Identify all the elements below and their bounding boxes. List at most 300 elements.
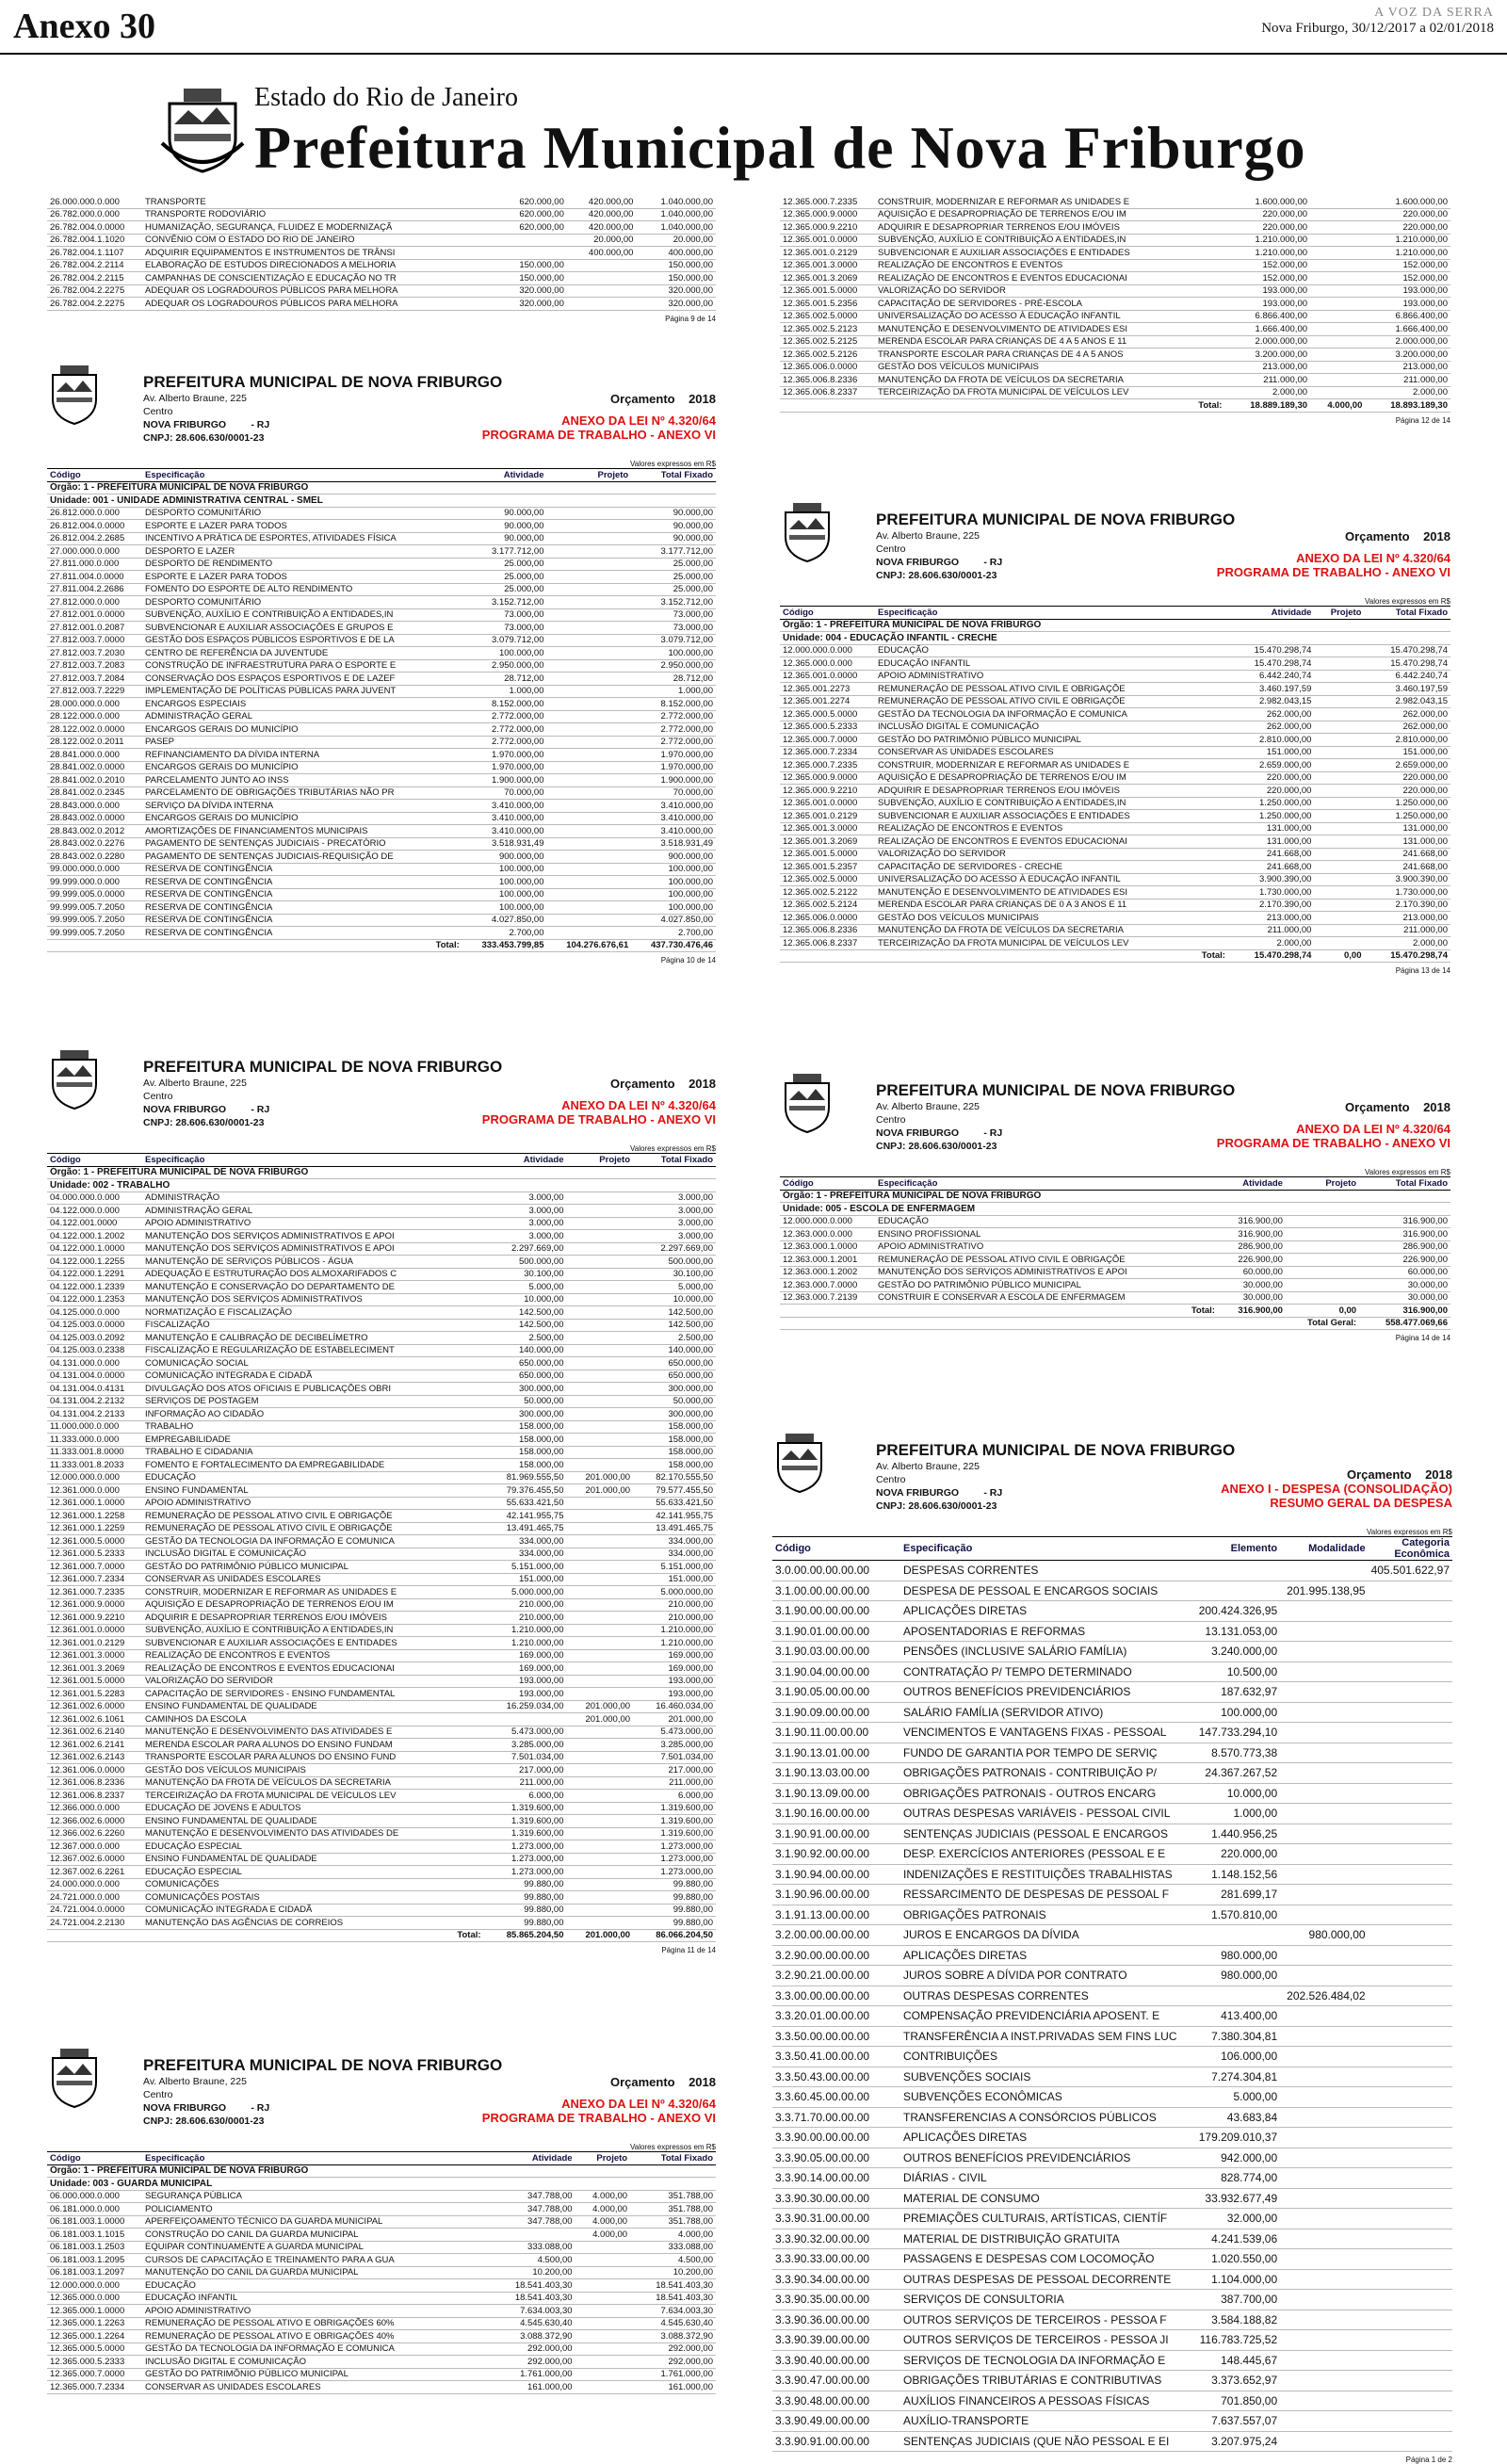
row-code: 26.782.004.2.2275 bbox=[47, 284, 142, 298]
row-value: 2.982.043,15 bbox=[1364, 695, 1450, 708]
row-value: 7.501.034,00 bbox=[484, 1751, 567, 1764]
table-row bbox=[47, 1739, 716, 1752]
row-value bbox=[1310, 272, 1365, 285]
table-row bbox=[47, 1866, 716, 1879]
row-value: 2.772.000,00 bbox=[462, 736, 547, 749]
row-spec: MANUTENÇÃO E CONSERVAÇÃO DO DEPARTAMENTO DE bbox=[142, 1281, 484, 1294]
row-value: 3.207.975,24 bbox=[1192, 2431, 1280, 2452]
row-value: 262.000,00 bbox=[1228, 721, 1314, 734]
table-row bbox=[47, 1840, 716, 1854]
table-row bbox=[47, 774, 716, 787]
row-value bbox=[567, 1217, 634, 1230]
row-value: 3.000,00 bbox=[633, 1230, 716, 1243]
row-code: 12.365.006.8.2336 bbox=[780, 374, 875, 387]
row-value bbox=[1369, 1844, 1452, 1865]
row-spec: COMUNICAÇÃO INTEGRADA E CIDADÃ bbox=[142, 1904, 484, 1917]
row-code: 12.365.002.5.0000 bbox=[780, 873, 875, 886]
row-code: 3.1.90.91.00.00.00 bbox=[772, 1824, 900, 1844]
table-row bbox=[780, 284, 1450, 298]
row-value: 147.733.294,10 bbox=[1192, 1723, 1280, 1743]
row-spec: TRANSPORTE bbox=[142, 196, 497, 208]
row-value: 148.445,67 bbox=[1192, 2350, 1280, 2371]
row-spec: TERCEIRIZAÇÃO DA FROTA MUNICIPAL DE VEÍCULOS LEV bbox=[142, 1790, 484, 1803]
row-value bbox=[567, 1408, 634, 1421]
city: NOVA FRIBURGO - RJ bbox=[143, 419, 270, 430]
row-value bbox=[1280, 2350, 1368, 2371]
table-row bbox=[47, 1662, 716, 1676]
row-code: 99.999.005.7.2050 bbox=[47, 927, 142, 940]
valores-note: Valores expressos em R$ bbox=[1365, 1168, 1450, 1176]
row-value bbox=[575, 2356, 631, 2369]
table-row bbox=[780, 708, 1450, 721]
row-value bbox=[575, 2368, 631, 2381]
row-value: 1.730.000,00 bbox=[1228, 886, 1314, 900]
row-value: 193.000,00 bbox=[633, 1675, 716, 1688]
row-value bbox=[567, 298, 637, 311]
row-value: 2.000,00 bbox=[1364, 937, 1450, 950]
row-value bbox=[1369, 2330, 1452, 2351]
table-row bbox=[47, 851, 716, 864]
row-value: 1.273.000,00 bbox=[633, 1853, 716, 1866]
row-value: 116.783.725,52 bbox=[1192, 2330, 1280, 2351]
row-value bbox=[1310, 196, 1365, 208]
row-value bbox=[1369, 2148, 1452, 2168]
row-value: 193.000,00 bbox=[633, 1688, 716, 1701]
row-value: 286.900,00 bbox=[1218, 1240, 1286, 1254]
table-row bbox=[772, 2026, 1452, 2047]
row-value: 211.000,00 bbox=[1228, 924, 1314, 937]
header-total: Total Fixado bbox=[633, 1154, 716, 1167]
row-code: 12.000.000.0.000 bbox=[780, 644, 875, 657]
row-code: 3.3.90.30.00.00.00 bbox=[772, 2188, 900, 2209]
row-code: 12.365.002.5.2124 bbox=[780, 899, 875, 912]
crest-icon bbox=[780, 503, 835, 563]
row-spec: DESPORTO COMUNITÁRIO bbox=[142, 596, 462, 609]
row-value: 347.788,00 bbox=[490, 2190, 575, 2203]
row-value: 3.410.000,00 bbox=[631, 812, 716, 825]
row-value: 3.177.712,00 bbox=[462, 545, 547, 559]
table-row bbox=[780, 386, 1450, 399]
row-value: 316.900,00 bbox=[1359, 1228, 1450, 1241]
row-value bbox=[575, 2292, 631, 2305]
program-table bbox=[47, 468, 716, 952]
row-value bbox=[1369, 2087, 1452, 2108]
row-value: 100.000,00 bbox=[462, 647, 547, 660]
row-code: 04.125.003.0.2092 bbox=[47, 1332, 142, 1345]
row-value: 60.000,00 bbox=[1218, 1266, 1286, 1279]
row-value: 286.900,00 bbox=[1359, 1240, 1450, 1254]
header-especificacao: Especificação bbox=[142, 2152, 490, 2165]
anexo-number: Anexo 30 bbox=[13, 7, 155, 46]
row-value: 30.100,00 bbox=[633, 1268, 716, 1281]
row-spec: EDUCAÇÃO bbox=[142, 2279, 490, 2293]
row-value: 25.000,00 bbox=[631, 571, 716, 584]
row-value bbox=[1314, 670, 1364, 683]
row-value bbox=[547, 558, 632, 571]
row-code: 12.365.002.5.2125 bbox=[780, 335, 875, 349]
row-value bbox=[567, 1815, 634, 1828]
table-row bbox=[47, 1497, 716, 1510]
row-code: 26.782.004.2.2114 bbox=[47, 259, 142, 272]
table-row bbox=[47, 2254, 716, 2267]
row-spec: COMUNICAÇÕES bbox=[142, 1878, 484, 1891]
row-value: 151.000,00 bbox=[633, 1573, 716, 1586]
table-row bbox=[772, 1743, 1452, 1763]
table-row bbox=[47, 221, 716, 235]
row-spec: REALIZAÇÃO DE ENCONTROS E EVENTOS EDUCACIONAI bbox=[142, 1662, 484, 1676]
total-geral-label: Total Geral: bbox=[1286, 1317, 1359, 1330]
table-row bbox=[47, 888, 716, 901]
row-value: 3.088.372,90 bbox=[490, 2330, 575, 2343]
row-value bbox=[567, 1256, 634, 1269]
row-code: 27.812.003.7.2084 bbox=[47, 673, 142, 686]
row-value: 3.900.390,00 bbox=[1228, 873, 1314, 886]
row-spec: REMUNERAÇÃO DE PESSOAL ATIVO CIVIL E OBRIGAÇÕE bbox=[875, 695, 1228, 708]
table-row bbox=[47, 284, 716, 298]
top-right-block bbox=[780, 196, 1450, 425]
address: Av. Alberto Braune, 225 bbox=[143, 393, 247, 404]
row-value bbox=[567, 1776, 634, 1790]
table-row bbox=[47, 1675, 716, 1688]
row-value bbox=[1314, 695, 1364, 708]
table-row bbox=[47, 1268, 716, 1281]
table-row bbox=[772, 1804, 1452, 1824]
table-row bbox=[47, 1395, 716, 1408]
row-value: 10.500,00 bbox=[1192, 1662, 1280, 1682]
row-code: 12.363.000.0.000 bbox=[780, 1228, 875, 1241]
row-code: 12.365.001.3.0000 bbox=[780, 259, 875, 272]
header-codigo: Código bbox=[47, 469, 142, 482]
row-spec: OUTROS SERVIÇOS DE TERCEIROS - PESSOA F bbox=[900, 2310, 1192, 2330]
row-code: 12.365.000.5.0000 bbox=[780, 708, 875, 721]
row-value bbox=[1369, 2026, 1452, 2047]
row-code: 06.181.000.0.000 bbox=[47, 2203, 142, 2216]
row-value: 1.761.000,00 bbox=[630, 2368, 716, 2381]
row-spec: PAGAMENTO DE SENTENÇAS JUDICIAIS-REQUISIÇÃO DE bbox=[142, 851, 462, 864]
row-code: 3.1.90.11.00.00.00 bbox=[772, 1723, 900, 1743]
row-code: 3.3.90.48.00.00.00 bbox=[772, 2391, 900, 2411]
header-especificacao: Especificação bbox=[900, 1537, 1192, 1561]
row-value bbox=[1314, 759, 1364, 772]
row-value: 220.000,00 bbox=[1365, 208, 1450, 221]
row-value bbox=[1280, 2249, 1368, 2270]
row-value: 25.000,00 bbox=[631, 583, 716, 596]
table-row bbox=[780, 886, 1450, 900]
row-spec: EDUCAÇÃO INFANTIL bbox=[875, 657, 1228, 671]
row-spec: EQUIPAR CONTINUAMENTE A GUARDA MUNICIPAL bbox=[142, 2241, 490, 2254]
row-code: 12.365.000.1.0000 bbox=[47, 2305, 142, 2318]
row-value: 1.040.000,00 bbox=[636, 208, 716, 221]
row-code: 3.3.50.00.00.00.00 bbox=[772, 2026, 900, 2047]
row-value: 1.040.000,00 bbox=[636, 196, 716, 208]
row-value bbox=[1286, 1291, 1359, 1305]
address: Av. Alberto Braune, 225 bbox=[143, 1078, 247, 1089]
row-value bbox=[547, 736, 632, 749]
row-value bbox=[567, 1853, 634, 1866]
row-value: 320.000,00 bbox=[636, 298, 716, 311]
row-value bbox=[1280, 2087, 1368, 2108]
row-value bbox=[1280, 2411, 1368, 2432]
table-row bbox=[780, 1240, 1450, 1254]
row-spec: RESSARCIMENTO DE DESPESAS DE PESSOAL F bbox=[900, 1885, 1192, 1905]
total-value: 18.893.189,30 bbox=[1365, 399, 1450, 413]
row-value: 193.000,00 bbox=[1224, 298, 1310, 311]
row-value: 213.000,00 bbox=[1224, 361, 1310, 374]
row-code: 12.361.006.0.0000 bbox=[47, 1764, 142, 1777]
table-row bbox=[780, 1228, 1450, 1241]
row-value: 3.000,00 bbox=[484, 1205, 567, 1218]
row-value bbox=[1280, 2128, 1368, 2148]
row-spec: MERENDA ESCOLAR PARA CRIANÇAS DE 4 A 5 ANOS E 11 bbox=[875, 335, 1224, 349]
header-total: Total Fixado bbox=[1364, 607, 1450, 620]
row-value bbox=[1369, 2391, 1452, 2411]
unidade-label: Unidade: 001 - UNIDADE ADMINISTRATIVA CENTRAL - SMEL bbox=[47, 494, 716, 508]
row-code: 27.812.003.7.2229 bbox=[47, 685, 142, 698]
table-row bbox=[780, 196, 1450, 208]
row-spec: AMORTIZAÇÕES DE FINANCIAMENTOS MUNICIPAIS bbox=[142, 825, 462, 838]
row-code: 12.361.002.6.1061 bbox=[47, 1713, 142, 1726]
header-total: Total Fixado bbox=[631, 469, 716, 482]
row-value bbox=[567, 1459, 634, 1472]
table-row bbox=[47, 272, 716, 285]
row-code: 12.365.001.0.0000 bbox=[780, 670, 875, 683]
row-code: 3.2.90.21.00.00.00 bbox=[772, 1966, 900, 1986]
row-value bbox=[547, 520, 632, 533]
row-value: 2.772.000,00 bbox=[462, 710, 547, 723]
row-code: 26.782.004.1.1107 bbox=[47, 247, 142, 260]
row-spec: GESTÃO DOS VEÍCULOS MUNICIPAIS bbox=[875, 912, 1228, 925]
row-spec: VALORIZAÇÃO DO SERVIDOR bbox=[875, 848, 1228, 861]
row-value bbox=[567, 1904, 634, 1917]
table-row bbox=[47, 698, 716, 711]
row-code: 3.3.90.33.00.00.00 bbox=[772, 2249, 900, 2270]
table-row bbox=[780, 683, 1450, 696]
row-value bbox=[567, 1306, 634, 1320]
row-value: 6.000,00 bbox=[484, 1790, 567, 1803]
row-value bbox=[567, 1586, 634, 1599]
table-row bbox=[47, 1446, 716, 1459]
row-value: 4.241.539,06 bbox=[1192, 2229, 1280, 2249]
row-code: 12.365.001.2274 bbox=[780, 695, 875, 708]
row-value: 1.273.000,00 bbox=[484, 1840, 567, 1854]
table-row bbox=[47, 1510, 716, 1523]
row-spec: ADQUIRIR E DESAPROPRIAR TERRENOS E/OU IMÓVEIS bbox=[875, 785, 1228, 798]
row-value bbox=[567, 1191, 634, 1205]
row-code: 3.3.90.35.00.00.00 bbox=[772, 2290, 900, 2310]
programa: PROGRAMA DE TRABALHO - ANEXO VI bbox=[481, 2111, 716, 2125]
total-row bbox=[780, 949, 1450, 963]
row-value bbox=[1369, 1925, 1452, 1946]
row-code: 28.122.000.0.000 bbox=[47, 710, 142, 723]
row-code: 27.811.004.0.0000 bbox=[47, 571, 142, 584]
row-value bbox=[547, 673, 632, 686]
row-value: 3.000,00 bbox=[633, 1217, 716, 1230]
row-value bbox=[567, 1675, 634, 1688]
row-value bbox=[1286, 1266, 1359, 1279]
row-spec: INCLUSÃO DIGITAL E COMUNICAÇÃO bbox=[142, 2356, 490, 2369]
row-value bbox=[1280, 1601, 1368, 1622]
row-spec: REMUNERAÇÃO DE PESSOAL ATIVO CIVIL E OBRIGAÇÕE bbox=[875, 1254, 1218, 1267]
row-value: 90.000,00 bbox=[462, 507, 547, 520]
row-value bbox=[1280, 1864, 1368, 1885]
row-value: 16.259.034,00 bbox=[484, 1700, 567, 1713]
row-spec: AQUISIÇÃO E DESAPROPRIAÇÃO DE TERRENOS E/OU IM bbox=[142, 1598, 484, 1612]
row-value bbox=[1314, 835, 1364, 849]
table-row bbox=[772, 2188, 1452, 2209]
row-value: 1.000,00 bbox=[631, 685, 716, 698]
total-label: Total: bbox=[875, 949, 1228, 963]
address: Av. Alberto Braune, 225 bbox=[143, 2076, 247, 2087]
row-spec: GESTÃO DOS VEÍCULOS MUNICIPAIS bbox=[142, 1764, 484, 1777]
row-value bbox=[1369, 1621, 1452, 1642]
row-code: 26.812.004.2.2685 bbox=[47, 532, 142, 545]
row-value bbox=[1369, 2128, 1452, 2148]
row-code: 3.1.90.09.00.00.00 bbox=[772, 1702, 900, 1723]
table-row bbox=[47, 1598, 716, 1612]
row-spec: ENSINO FUNDAMENTAL DE QUALIDADE bbox=[142, 1815, 484, 1828]
total-value: 333.453.799,85 bbox=[462, 939, 547, 952]
table-row bbox=[772, 2269, 1452, 2290]
row-value bbox=[575, 2342, 631, 2356]
table-row bbox=[772, 2330, 1452, 2351]
row-spec: REMUNERAÇÃO DE PESSOAL ATIVO CIVIL E OBRIGAÇÕE bbox=[875, 683, 1228, 696]
row-spec: SERVIÇOS DE CONSULTORIA bbox=[900, 2290, 1192, 2310]
row-code: 12.365.000.9.0000 bbox=[780, 771, 875, 785]
row-spec: REFINANCIAMENTO DA DÍVIDA INTERNA bbox=[142, 749, 462, 762]
row-value bbox=[575, 2279, 631, 2293]
row-code: 12.365.000.9.2210 bbox=[780, 785, 875, 798]
total-label: Total: bbox=[875, 1305, 1218, 1318]
row-code: 3.1.90.16.00.00.00 bbox=[772, 1804, 900, 1824]
row-value: 24.367.267,52 bbox=[1192, 1763, 1280, 1784]
orgao-label: Órgão: 1 - PREFEITURA MUNICIPAL DE NOVA FRIBURGO bbox=[47, 1166, 716, 1179]
row-spec: TRANSFERENCIAS A CONSÓRCIOS PÚBLICOS bbox=[900, 2107, 1192, 2128]
row-spec: ADMINISTRAÇÃO bbox=[142, 1191, 484, 1205]
row-code: 3.1.90.92.00.00.00 bbox=[772, 1844, 900, 1865]
row-code: 26.782.004.2.2275 bbox=[47, 298, 142, 311]
row-spec: ENCARGOS ESPECIAIS bbox=[142, 698, 462, 711]
program-table bbox=[47, 1153, 716, 1942]
cnpj: CNPJ: 28.606.630/0001-23 bbox=[143, 432, 265, 444]
row-value: 142.500,00 bbox=[484, 1319, 567, 1332]
row-spec: CONSTRUIR E CONSERVAR A ESCOLA DE ENFERMAGEM bbox=[875, 1291, 1218, 1305]
resumo-title: RESUMO GERAL DA DESPESA bbox=[1270, 1496, 1452, 1510]
row-code: 3.3.20.01.00.00.00 bbox=[772, 2006, 900, 2027]
table-row bbox=[47, 1357, 716, 1370]
row-code: 12.363.000.1.0000 bbox=[780, 1240, 875, 1254]
table-row bbox=[772, 1561, 1452, 1581]
row-value: 347.788,00 bbox=[490, 2203, 575, 2216]
row-code: 27.812.003.7.2083 bbox=[47, 659, 142, 673]
row-value: 15.470.298,74 bbox=[1228, 657, 1314, 671]
row-code: 12.366.000.0.000 bbox=[47, 1802, 142, 1815]
row-value: 70.000,00 bbox=[462, 786, 547, 800]
row-spec: APERFEIÇOAMENTO TÉCNICO DA GUARDA MUNICIPAL bbox=[142, 2215, 490, 2229]
row-spec: ADEQUAR OS LOGRADOUROS PÚBLICOS PARA MELHORA bbox=[142, 284, 497, 298]
row-value bbox=[1280, 2188, 1368, 2209]
table-row bbox=[780, 298, 1450, 311]
row-value: 420.000,00 bbox=[567, 208, 637, 221]
row-value bbox=[547, 710, 632, 723]
table-row bbox=[780, 259, 1450, 272]
table-row bbox=[780, 670, 1450, 683]
row-value: 1.440.956,25 bbox=[1192, 1824, 1280, 1844]
row-value bbox=[1369, 1723, 1452, 1743]
orgao-label: Órgão: 1 - PREFEITURA MUNICIPAL DE NOVA FRIBURGO bbox=[47, 2164, 716, 2178]
row-value: 1.250.000,00 bbox=[1364, 797, 1450, 810]
row-value bbox=[1280, 1642, 1368, 1662]
row-value bbox=[567, 1548, 634, 1561]
row-value bbox=[1369, 1824, 1452, 1844]
section-title: PREFEITURA MUNICIPAL DE NOVA FRIBURGO bbox=[876, 1441, 1236, 1459]
row-code: 24.000.000.0.000 bbox=[47, 1878, 142, 1891]
table-row bbox=[47, 723, 716, 737]
row-value: 18.541.403,30 bbox=[630, 2279, 716, 2293]
row-value bbox=[1369, 1804, 1452, 1824]
row-code: 3.3.50.43.00.00.00 bbox=[772, 2067, 900, 2087]
table-row bbox=[780, 234, 1450, 247]
row-value: 1.900.000,00 bbox=[462, 774, 547, 787]
row-spec: APOIO ADMINISTRATIVO bbox=[875, 670, 1228, 683]
row-spec: MANUTENÇÃO E DESENVOLVIMENTO DE ATIVIDADES ESI bbox=[875, 886, 1228, 900]
row-value bbox=[1280, 1723, 1368, 1743]
row-value: 1.273.000,00 bbox=[633, 1840, 716, 1854]
row-spec: MANUTENÇÃO DE SERVIÇOS PÚBLICOS - ÁGUA bbox=[142, 1256, 484, 1269]
row-spec: FOMENTO E FORTALECIMENTO DA EMPREGABILIDADE bbox=[142, 1459, 484, 1472]
total-row bbox=[47, 1929, 716, 1942]
section-unit-004 bbox=[780, 503, 1450, 975]
bairro: Centro bbox=[876, 543, 906, 555]
row-value bbox=[1314, 708, 1364, 721]
row-value: 320.000,00 bbox=[497, 298, 567, 311]
row-value bbox=[1314, 771, 1364, 785]
row-spec: CAMPANHAS DE CONSCIENTIZAÇÃO E EDUCAÇÃO NO TR bbox=[142, 272, 497, 285]
row-value: 5.000.000,00 bbox=[484, 1586, 567, 1599]
row-value bbox=[567, 1726, 634, 1739]
row-value bbox=[547, 545, 632, 559]
row-code: 12.361.000.1.0000 bbox=[47, 1497, 142, 1510]
row-value: 213.000,00 bbox=[1228, 912, 1314, 925]
section-title: PREFEITURA MUNICIPAL DE NOVA FRIBURGO bbox=[876, 511, 1236, 528]
total-label: Total: bbox=[142, 1929, 484, 1942]
row-value: 7.501.034,00 bbox=[633, 1751, 716, 1764]
row-value: 828.774,00 bbox=[1192, 2168, 1280, 2189]
table-row bbox=[47, 2203, 716, 2216]
row-value: 73.000,00 bbox=[462, 608, 547, 622]
row-value: 158.000,00 bbox=[484, 1446, 567, 1459]
header-especificacao: Especificação bbox=[142, 1154, 484, 1167]
row-value: 217.000,00 bbox=[633, 1764, 716, 1777]
row-code: 04.122.000.1.2291 bbox=[47, 1268, 142, 1281]
table-row bbox=[47, 2368, 716, 2381]
row-value: 405.501.622,97 bbox=[1369, 1561, 1452, 1581]
header-codigo: Código bbox=[780, 1177, 875, 1191]
table-row bbox=[47, 622, 716, 635]
row-spec: MANUTENÇÃO DA FROTA DE VEÍCULOS DA SECRETARIA bbox=[142, 1776, 484, 1790]
row-value bbox=[1310, 284, 1365, 298]
row-spec: RESERVA DE CONTINGÊNCIA bbox=[142, 901, 462, 915]
row-value: 1.761.000,00 bbox=[490, 2368, 575, 2381]
row-code: 3.3.50.41.00.00.00 bbox=[772, 2047, 900, 2067]
row-value bbox=[1314, 810, 1364, 823]
row-value: 1.000,00 bbox=[1192, 1804, 1280, 1824]
row-code: 28.000.000.0.000 bbox=[47, 698, 142, 711]
table-row bbox=[47, 2241, 716, 2254]
row-code: 12.365.000.9.0000 bbox=[780, 208, 875, 221]
row-code: 3.2.90.00.00.00.00 bbox=[772, 1945, 900, 1966]
row-value: 1.900.000,00 bbox=[631, 774, 716, 787]
row-code: 12.000.000.0.000 bbox=[47, 1471, 142, 1484]
